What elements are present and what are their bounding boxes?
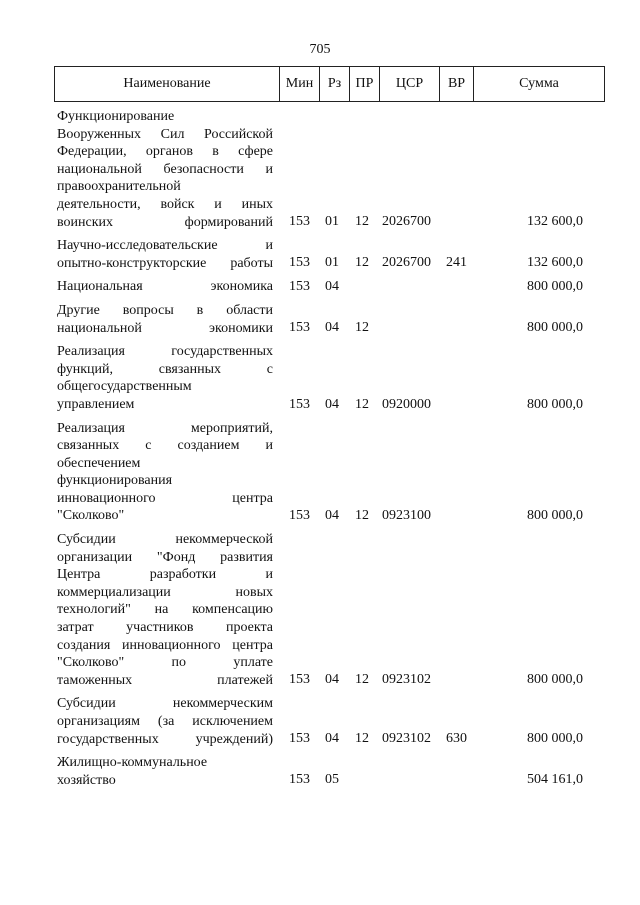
row-sum: 800 000,0	[527, 278, 583, 294]
row-rz: 04	[325, 320, 339, 336]
row-name-line: связанных с созданием и	[57, 438, 273, 454]
row-name-line: Национальная экономика	[57, 279, 273, 295]
row-min: 153	[289, 772, 310, 788]
row-name	[57, 531, 273, 689]
row-pr: 12	[355, 255, 369, 271]
row-min: 153	[289, 255, 310, 271]
header-vr: ВР	[439, 67, 473, 101]
row-min: 153	[289, 214, 310, 230]
row-rz: 04	[325, 278, 339, 294]
header-rz: Рз	[319, 67, 349, 101]
row-csr: 0923102	[382, 672, 431, 688]
row-vr: 630	[446, 731, 467, 747]
row-name-line: деятельности, войск и иных	[57, 196, 273, 212]
row-name-line: организации "Фонд развития	[57, 549, 273, 565]
row-name-line: управлением	[57, 396, 135, 412]
row-vr: 241	[446, 255, 467, 271]
row-name-line: Субсидии некоммерческой	[57, 532, 273, 548]
row-rz: 04	[325, 672, 339, 688]
page-number: 705	[309, 42, 331, 57]
row-csr: 2026700	[382, 214, 431, 230]
row-name-line: функционирования	[57, 473, 173, 489]
row-sum: 800 000,0	[527, 320, 583, 336]
table-row	[0, 531, 640, 689]
table-row	[0, 754, 640, 789]
row-name-line: организациям (за исключением	[57, 714, 273, 729]
table-row	[0, 695, 640, 748]
row-name-line: инновационного центра	[57, 490, 273, 506]
row-sum: 800 000,0	[527, 508, 583, 524]
row-sum: 132 600,0	[527, 214, 583, 230]
row-sum: 800 000,0	[527, 672, 583, 688]
header-csr: ЦСР	[379, 67, 439, 101]
row-sum: 800 000,0	[527, 396, 583, 412]
header-name: Наименование	[123, 76, 211, 91]
row-name-line: Жилищно-коммунальное	[57, 755, 208, 771]
row-min: 153	[289, 731, 310, 747]
row-min: 153	[289, 672, 310, 688]
table-header	[54, 66, 605, 102]
row-name-line: обеспечением	[57, 455, 141, 471]
row-sum: 504 161,0	[527, 772, 583, 788]
row-min: 153	[289, 320, 310, 336]
row-name-line: технологий" на компенсацию	[57, 602, 273, 618]
row-name-line: "Сколково"	[57, 508, 125, 524]
row-name-line: национальной экономики	[57, 320, 273, 336]
row-name-line: государственных учреждений)	[57, 731, 273, 747]
row-name-line: воинских формирований	[57, 214, 273, 230]
header-sum: Сумма	[473, 67, 604, 101]
row-name-line: опытно-конструкторские работы	[57, 255, 273, 271]
row-name-line: хозяйство	[57, 772, 116, 788]
row-name-line: Субсидии некоммерческим	[57, 696, 273, 712]
row-pr: 12	[355, 396, 369, 412]
row-name-line: создания инновационного центра	[57, 637, 273, 653]
row-name-line: коммерциализации новых	[57, 584, 273, 600]
table-row	[0, 237, 640, 272]
row-name-line: Научно-исследовательские и	[57, 238, 273, 254]
row-name-line: Федерации, органов в сфере	[57, 144, 273, 160]
row-pr: 12	[355, 731, 369, 747]
row-rz: 04	[325, 396, 339, 412]
row-rz: 04	[325, 731, 339, 747]
table-row	[0, 420, 640, 526]
row-min: 153	[289, 396, 310, 412]
row-name-line: "Сколково" по уплате	[57, 655, 273, 671]
table-row	[0, 278, 640, 296]
header-min: Мин	[279, 67, 319, 101]
row-min: 153	[289, 278, 310, 294]
row-name-line: Реализация государственных	[57, 344, 273, 360]
row-min: 153	[289, 508, 310, 524]
header-pr: ПР	[349, 67, 379, 101]
row-name-line: Реализация мероприятий,	[57, 420, 273, 436]
row-pr: 12	[355, 214, 369, 230]
row-name-line: функций, связанных с	[57, 361, 273, 377]
row-pr: 12	[355, 320, 369, 336]
row-rz: 04	[325, 508, 339, 524]
table-row	[0, 302, 640, 337]
row-name-line: общегосударственным	[57, 379, 192, 395]
row-name-line: национальной безопасности и	[57, 161, 273, 177]
row-sum: 800 000,0	[527, 731, 583, 747]
row-sum: 132 600,0	[527, 255, 583, 271]
row-name-line: Другие вопросы в области	[57, 302, 273, 318]
row-csr: 0920000	[382, 396, 431, 412]
row-csr: 0923100	[382, 508, 431, 524]
row-name-line: затрат участников проекта	[57, 620, 273, 636]
row-rz: 01	[325, 255, 339, 271]
row-pr: 12	[355, 508, 369, 524]
row-name-line: Центра разработки и	[57, 567, 273, 583]
row-rz: 01	[325, 214, 339, 230]
row-name-line: Вооруженных Сил Российской	[57, 126, 273, 142]
table-body	[0, 108, 640, 795]
row-name-line: правоохранительной	[57, 179, 181, 195]
row-csr: 2026700	[382, 255, 431, 271]
table-row	[0, 343, 640, 413]
row-name-line: Функционирование	[57, 109, 175, 124]
row-pr: 12	[355, 672, 369, 688]
row-csr: 0923102	[382, 731, 431, 747]
row-name-line: таможенных платежей	[57, 672, 273, 688]
row-rz: 05	[325, 772, 339, 788]
table-row	[0, 108, 640, 231]
